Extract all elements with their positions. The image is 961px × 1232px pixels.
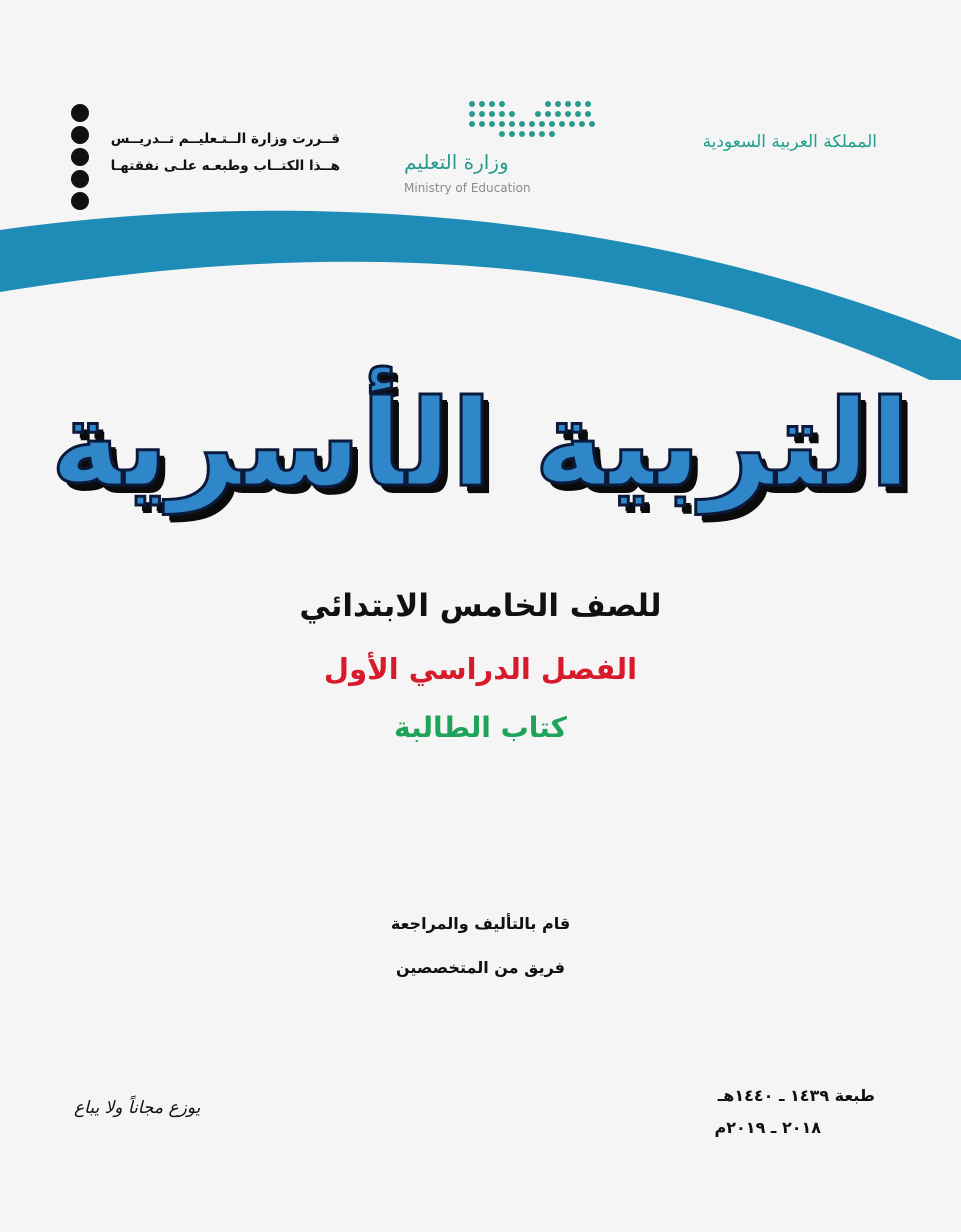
approval-line-1: قــررت وزارة الــتـعليــم تــدريــس [110,131,340,147]
ministry-name-arabic: وزارة التعليم [404,150,509,174]
book-title: التربية الأسرية [50,375,911,514]
curved-band [0,200,961,380]
edition-hijri: طبعة ١٤٣٩ ـ ١٤٤٠هـ [717,1086,875,1105]
ministry-name-english: Ministry of Education [404,181,531,195]
dot-icon [71,148,89,166]
book-type: كتاب الطالبة [394,711,567,744]
approval-line-2: هــذا الكتــاب وطبعـه علـى نفقتهـا [110,158,340,174]
authors-line-1: قام بالتأليف والمراجعة [390,914,571,933]
grade-level: للصف الخامس الابتدائي [299,588,662,624]
semester: الفصل الدراسي الأول [323,652,638,686]
dot-icon [71,126,89,144]
free-distribution-note: يوزع مجاناً ولا يباع [74,1098,201,1118]
country-name: المملكة العربية السعودية [702,132,877,152]
dot-icon [71,170,89,188]
decorative-dots [71,104,93,214]
authors-line-2: فريق من المتخصصين [395,958,566,977]
dot-icon [71,104,89,122]
approval-statement [102,126,340,180]
edition-gregorian: ٢٠١٨ ـ ٢٠١٩م [714,1118,821,1137]
